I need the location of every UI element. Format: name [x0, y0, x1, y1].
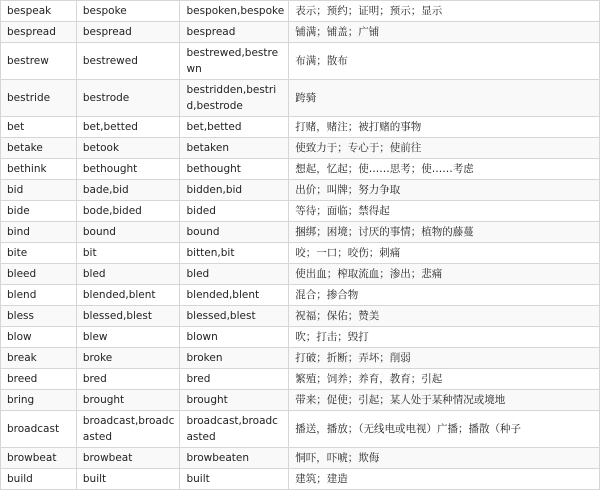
past-participle-cell: bet,betted: [180, 117, 289, 138]
past-participle-cell: betaken: [180, 138, 289, 159]
past-tense-cell: blessed,blest: [76, 306, 180, 327]
past-participle-cell: bestridden,bestrid,bestrode: [180, 80, 289, 117]
table-row: [1, 327, 600, 348]
meaning-cell: 使致力于；专心于；使前往: [289, 138, 600, 159]
base-form-cell: bring: [1, 390, 77, 411]
meaning-cell: 使出血；榨取流血；渗出；悲痛: [289, 264, 600, 285]
meaning-cell: 打赌，赌注；被打赌的事物: [289, 117, 600, 138]
meaning-cell: 建筑；建造: [289, 469, 600, 490]
base-form-cell: bestride: [1, 80, 77, 117]
past-tense-cell: bet,betted: [76, 117, 180, 138]
past-tense-cell: bound: [76, 222, 180, 243]
base-form-cell: bless: [1, 306, 77, 327]
table-row: [1, 306, 600, 327]
base-form-cell: build: [1, 469, 77, 490]
past-participle-cell: browbeaten: [180, 448, 289, 469]
base-form-cell: bleed: [1, 264, 77, 285]
past-tense-cell: bled: [76, 264, 180, 285]
table-row: [1, 201, 600, 222]
meaning-cell: 祝福；保佑；赞美: [289, 306, 600, 327]
past-tense-cell: bred: [76, 369, 180, 390]
past-participle-cell: built: [180, 469, 289, 490]
meaning-cell: 混合；掺合物: [289, 285, 600, 306]
base-form-cell: broadcast: [1, 411, 77, 448]
meaning-cell: 跨骑: [289, 80, 600, 117]
past-participle-cell: bled: [180, 264, 289, 285]
base-form-cell: bestrew: [1, 43, 77, 80]
table-row: [1, 43, 600, 80]
past-participle-cell: bespread: [180, 22, 289, 43]
past-tense-cell: bade,bid: [76, 180, 180, 201]
past-tense-cell: bespread: [76, 22, 180, 43]
base-form-cell: browbeat: [1, 448, 77, 469]
meaning-cell: 捆绑；困境；讨厌的事情；植物的藤蔓: [289, 222, 600, 243]
base-form-cell: betake: [1, 138, 77, 159]
base-form-cell: bind: [1, 222, 77, 243]
table-row: [1, 180, 600, 201]
meaning-cell: 播送，播放；（无线电或电视）广播；播散（种子: [289, 411, 600, 448]
meaning-cell: 出价；叫牌；努力争取: [289, 180, 600, 201]
meaning-cell: 等待；面临；禁得起: [289, 201, 600, 222]
past-tense-cell: broke: [76, 348, 180, 369]
past-participle-cell: blown: [180, 327, 289, 348]
past-participle-cell: bidden,bid: [180, 180, 289, 201]
base-form-cell: bide: [1, 201, 77, 222]
past-tense-cell: blended,blent: [76, 285, 180, 306]
past-participle-cell: bethought: [180, 159, 289, 180]
past-tense-cell: blew: [76, 327, 180, 348]
past-tense-cell: bode,bided: [76, 201, 180, 222]
table-row: [1, 348, 600, 369]
base-form-cell: bid: [1, 180, 77, 201]
past-tense-cell: broadcast,broadcasted: [76, 411, 180, 448]
table-row: [1, 138, 600, 159]
past-participle-cell: bespoken,bespoke: [180, 1, 289, 22]
table-body: [1, 1, 600, 490]
base-form-cell: bespeak: [1, 1, 77, 22]
past-tense-cell: brought: [76, 390, 180, 411]
meaning-cell: 铺满；铺盖；广铺: [289, 22, 600, 43]
table-row: [1, 22, 600, 43]
table-row: [1, 243, 600, 264]
table-row: [1, 80, 600, 117]
past-tense-cell: bit: [76, 243, 180, 264]
table-row: [1, 264, 600, 285]
past-tense-cell: betook: [76, 138, 180, 159]
past-participle-cell: blended,blent: [180, 285, 289, 306]
table-row: [1, 469, 600, 490]
table-row: [1, 390, 600, 411]
base-form-cell: bet: [1, 117, 77, 138]
meaning-cell: 带来；促使；引起；某人处于某种情况或境地: [289, 390, 600, 411]
past-tense-cell: browbeat: [76, 448, 180, 469]
meaning-cell: 繁殖；饲养；养育，教育；引起: [289, 369, 600, 390]
past-tense-cell: bestrewed: [76, 43, 180, 80]
base-form-cell: breed: [1, 369, 77, 390]
table-row: [1, 285, 600, 306]
past-participle-cell: blessed,blest: [180, 306, 289, 327]
table-row: [1, 369, 600, 390]
base-form-cell: break: [1, 348, 77, 369]
past-participle-cell: broadcast,broadcasted: [180, 411, 289, 448]
past-participle-cell: brought: [180, 390, 289, 411]
past-tense-cell: bestrode: [76, 80, 180, 117]
past-tense-cell: bethought: [76, 159, 180, 180]
table-row: [1, 117, 600, 138]
past-tense-cell: built: [76, 469, 180, 490]
table-row: [1, 159, 600, 180]
past-participle-cell: bided: [180, 201, 289, 222]
base-form-cell: blow: [1, 327, 77, 348]
table-row: [1, 411, 600, 448]
meaning-cell: 恫吓，吓唬；欺侮: [289, 448, 600, 469]
past-participle-cell: bestrewed,bestrewn: [180, 43, 289, 80]
table-row: [1, 222, 600, 243]
meaning-cell: 布满；散布: [289, 43, 600, 80]
meaning-cell: 打破；折断；弄坏；削弱: [289, 348, 600, 369]
past-participle-cell: bred: [180, 369, 289, 390]
table-row: [1, 1, 600, 22]
meaning-cell: 表示；预约；证明；预示；显示: [289, 1, 600, 22]
past-participle-cell: broken: [180, 348, 289, 369]
table-row: [1, 448, 600, 469]
base-form-cell: bethink: [1, 159, 77, 180]
past-tense-cell: bespoke: [76, 1, 180, 22]
meaning-cell: 想起，忆起；使……思考；使……考虑: [289, 159, 600, 180]
past-participle-cell: bound: [180, 222, 289, 243]
meaning-cell: 咬；一口；咬伤；刺痛: [289, 243, 600, 264]
base-form-cell: blend: [1, 285, 77, 306]
base-form-cell: bite: [1, 243, 77, 264]
meaning-cell: 吹；打击；毁打: [289, 327, 600, 348]
past-participle-cell: bitten,bit: [180, 243, 289, 264]
base-form-cell: bespread: [1, 22, 77, 43]
